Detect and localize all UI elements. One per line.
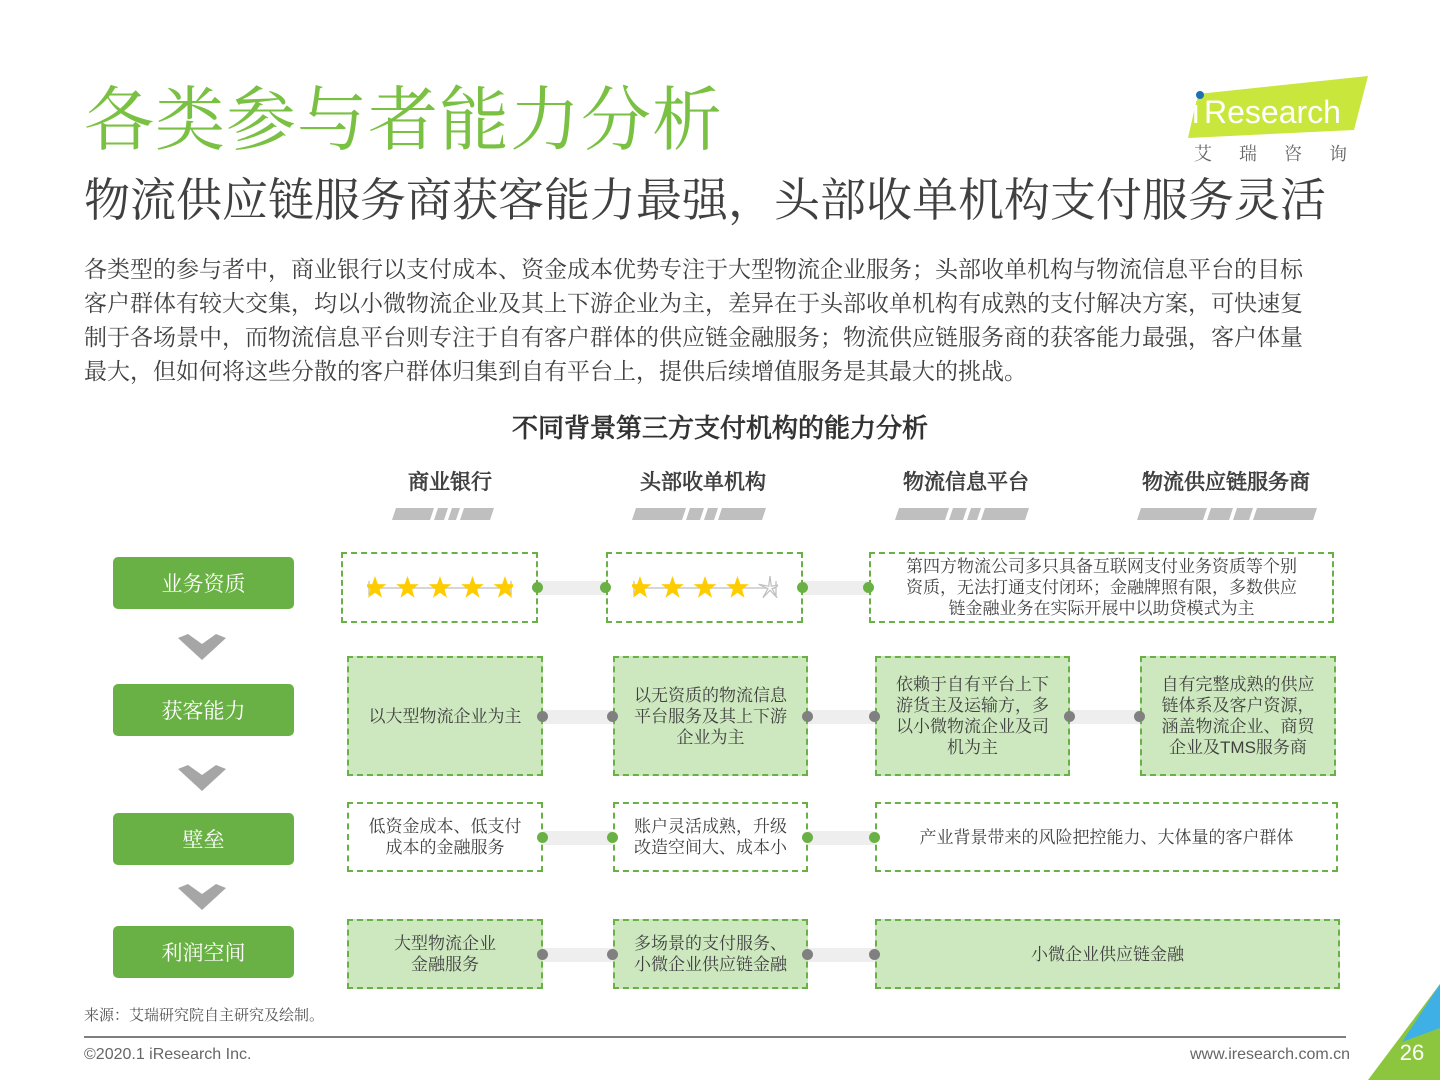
connector-dot (537, 832, 548, 843)
star-rating (632, 573, 778, 603)
column-divider-bar (632, 508, 766, 520)
cell-barrier-acquirer (613, 802, 808, 872)
connector-dot (869, 949, 880, 960)
cell-line: 链体系及客户资源， (1161, 696, 1315, 715)
chevron-down-icon (178, 884, 226, 912)
connector-bar (808, 831, 875, 845)
connector-bar (538, 581, 606, 595)
cell-line: 改造空间大、成本小 (634, 838, 787, 857)
cell-line: 涵盖物流企业、商贸 (1161, 717, 1315, 736)
connector-dot (1134, 711, 1145, 722)
star-filled-icon (632, 576, 651, 598)
cell-acquisition-acquirer (613, 656, 808, 776)
cell-qualification-platform-scm (869, 552, 1334, 623)
cell-barrier-platform-scm (875, 802, 1338, 872)
row-label-qualification: 业务资质 (113, 557, 294, 609)
connector-dot (607, 949, 618, 960)
column-header-acquirer: 头部收单机构 (640, 471, 766, 494)
connector-bar (543, 831, 613, 845)
cell-line: 第四方物流公司多只具备互联网支付业务资质等个别 (906, 557, 1297, 576)
rating-cell-acquirer (606, 552, 803, 623)
connector-bar (808, 948, 875, 962)
connector-bar (803, 581, 869, 595)
intro-line: 客户群体有较大交集，均以小微物流企业及其上下游企业为主，差异在于头部收单机构有成熟的支付解决方案，可快速复 (84, 290, 1303, 316)
page-title: 各类参与者能力分析 (84, 81, 723, 159)
cell-line: 低资金成本、低支付 (368, 817, 522, 836)
star-filled-icon (661, 576, 684, 598)
connector-dot (869, 832, 880, 843)
intro-line: 最大，但如何将这些分散的客户群体归集到自有平台上，提供后续增值服务是其最大的挑战。 (84, 358, 1027, 384)
column-header-bank: 商业银行 (408, 471, 492, 494)
cell-acquisition-bank (347, 656, 543, 776)
cell-line: 账户灵活成熟，升级 (634, 817, 787, 836)
chevron-down-icon (178, 634, 226, 662)
connector-bar (808, 710, 875, 724)
logo-wordmark: Research (1204, 94, 1341, 130)
cell-line: 链金融业务在实际开展中以助贷模式为主 (948, 599, 1255, 618)
row-label-barrier: 壁垒 (113, 813, 294, 865)
cell-line: 大型物流企业 (394, 934, 496, 953)
connector-dot (802, 711, 813, 722)
cell-line: 以无资质的物流信息 (634, 685, 787, 705)
star-filled-icon (428, 576, 451, 598)
column-header-scm: 物流供应链服务商 (1142, 471, 1310, 494)
logo-i: i (1192, 93, 1200, 131)
connector-dot (863, 582, 874, 593)
star-empty-icon (758, 576, 777, 598)
cell-line: 多场景的支付服务、 (634, 934, 787, 953)
page-subtitle: 物流供应链服务商获客能力最强，头部收单机构支付服务灵活 (84, 174, 1326, 226)
cell-line: 以小微物流企业及司 (896, 717, 1049, 736)
copyright: ©2020.1 iResearch Inc. (84, 1046, 252, 1063)
column-divider-bar (1137, 508, 1317, 520)
cell-line: 产业背景带来的风险把控能力、大体量的客户群体 (919, 827, 1294, 847)
cell-line: 企业及TMS服务商 (1169, 738, 1307, 757)
connector-dot (607, 711, 618, 722)
cell-line: 资质，无法打通支付闭环；金融牌照有限，多数供应 (906, 578, 1297, 597)
connector-dot (802, 832, 813, 843)
cell-line: 依赖于自有平台上下 (896, 675, 1049, 694)
connector-dot (797, 582, 808, 593)
cell-acquisition-platform (875, 656, 1070, 776)
cell-profit-platform-scm (875, 919, 1340, 989)
footer-divider (84, 1036, 1346, 1038)
connector-bar (543, 710, 613, 724)
intro-line: 各类型的参与者中，商业银行以支付成本、资金成本优势专注于大型物流企业服务；头部收单机构与物流信息平台的目标 (84, 256, 1303, 282)
column-divider-bar (392, 508, 494, 520)
connector-bar (1070, 710, 1140, 724)
star-filled-icon (396, 576, 419, 598)
cell-line: 自有完整成熟的供应 (1161, 675, 1315, 694)
star-rating (367, 573, 513, 603)
intro-paragraph (84, 252, 1374, 388)
cell-line: 金融服务 (411, 955, 479, 974)
star-filled-icon (461, 576, 484, 598)
connector-dot (802, 949, 813, 960)
connector-dot (537, 711, 548, 722)
star-filled-icon (493, 576, 512, 598)
page-number: 26 (1399, 1040, 1425, 1065)
logo-chinese-name: 艾瑞咨询 (1194, 144, 1374, 164)
rating-cell-bank (341, 552, 538, 623)
diagram-title: 不同背景第三方支付机构的能力分析 (511, 413, 928, 443)
connector-dot (607, 832, 618, 843)
cell-acquisition-scm (1140, 656, 1336, 776)
website-link[interactable]: www.iresearch.com.cn (1190, 1046, 1351, 1063)
column-divider-bar (895, 508, 1029, 520)
column-header-platform: 物流信息平台 (903, 471, 1029, 494)
connector-dot (1064, 711, 1075, 722)
connector-bar (543, 948, 613, 962)
row-label-profit-space: 利润空间 (113, 926, 294, 978)
cell-barrier-bank (347, 802, 543, 872)
cell-line: 成本的金融服务 (385, 838, 505, 857)
source-note: 来源：艾瑞研究院自主研究及绘制。 (84, 1007, 325, 1024)
cell-profit-acquirer (613, 919, 808, 989)
cell-line: 以大型物流企业为主 (368, 706, 522, 726)
star-filled-icon (726, 576, 749, 598)
connector-dot (600, 582, 611, 593)
cell-line: 企业为主 (676, 727, 745, 747)
star-filled-icon (693, 576, 716, 598)
connector-dot (532, 582, 543, 593)
cell-line: 小微企业供应链金融 (634, 955, 787, 974)
intro-line: 制于各场景中，而物流信息平台则专注于自有客户群体的供应链金融服务；物流供应链服务商的获客能力最强，客户体量 (84, 324, 1303, 350)
chevron-down-icon (178, 765, 226, 793)
connector-dot (537, 949, 548, 960)
row-label-customer-acquisition: 获客能力 (113, 684, 294, 736)
connector-dot (869, 711, 880, 722)
cell-line: 机为主 (947, 738, 998, 757)
star-filled-icon (367, 576, 386, 598)
cell-profit-bank (347, 919, 543, 989)
cell-line: 平台服务及其上下游 (634, 706, 787, 726)
cell-line: 游货主及运输方，多 (896, 696, 1049, 715)
cell-line: 小微企业供应链金融 (1031, 944, 1184, 964)
